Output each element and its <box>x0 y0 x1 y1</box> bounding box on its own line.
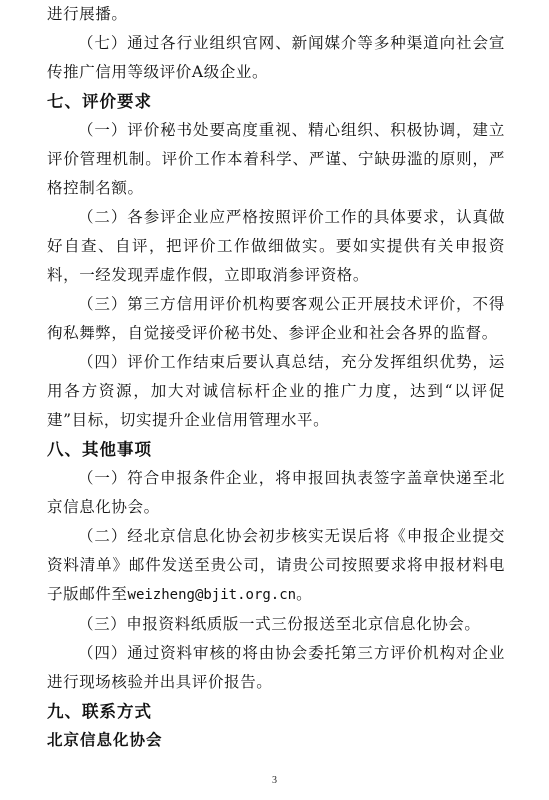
section8-item-2-text: （二）经北京信息化协会初步核实无误后将《申报企业提交资料清单》邮件发送至贵公司，请贵公司按照要求将申报材料电子版邮件至 <box>47 527 505 603</box>
section7-item-4: （四）评价工作结束后要认真总结，充分发挥组织优势，运用各方资源，加大对诚信标杆企业的推广力度，达到“以评促建”目标，切实提升企业信用管理水平。 <box>47 353 505 429</box>
document-body <box>47 0 505 755</box>
section8-item-4: （四）通过资料审核的将由协会委托第三方评价机构对企业进行现场核验并出具评价报告。 <box>47 644 505 691</box>
contact-organization: 北京信息化协会 <box>47 731 163 749</box>
intro-line: 进行展播。 <box>47 5 128 23</box>
section8-item-2-end: 。 <box>296 585 313 603</box>
email-address: weizheng@bjit.org.cn <box>127 587 297 603</box>
section7-item-3: （三）第三方信用评价机构要客观公正开展技术评价，不得徇私舞弊，自觉接受评价秘书处、参评企业和社会各界的监督。 <box>47 295 505 342</box>
section8-item-3: （三）申报资料纸质版一式三份报送至北京信息化协会。 <box>78 615 481 633</box>
section-8-heading: 八、其他事项 <box>47 440 152 459</box>
section7-item-2: （二）各参评企业应严格按照评价工作的具体要求，认真做好自查、自评，把评价工作做细做实。要如实提供有关申报资料，一经发现弄虚作假，立即取消参评资格。 <box>47 208 505 284</box>
section7-item-1: （一）评价秘书处要高度重视、精心组织、积极协调，建立评价管理机制。评价工作本着科学、严谨、宁缺毋滥的原则，严格控制名额。 <box>47 121 505 197</box>
section-7-heading: 七、评价要求 <box>47 92 152 111</box>
section8-item-1: （一）符合申报条件企业，将申报回执表签字盖章快递至北京信息化协会。 <box>47 469 505 516</box>
section-9-heading: 九、联系方式 <box>47 702 152 721</box>
section8-item-2 <box>47 522 505 610</box>
section6-item-7: （七）通过各行业组织官网、新闻媒介等多种渠道向社会宣传推广信用等级评价A级企业。 <box>47 34 505 81</box>
page-number: 3 <box>272 775 277 786</box>
